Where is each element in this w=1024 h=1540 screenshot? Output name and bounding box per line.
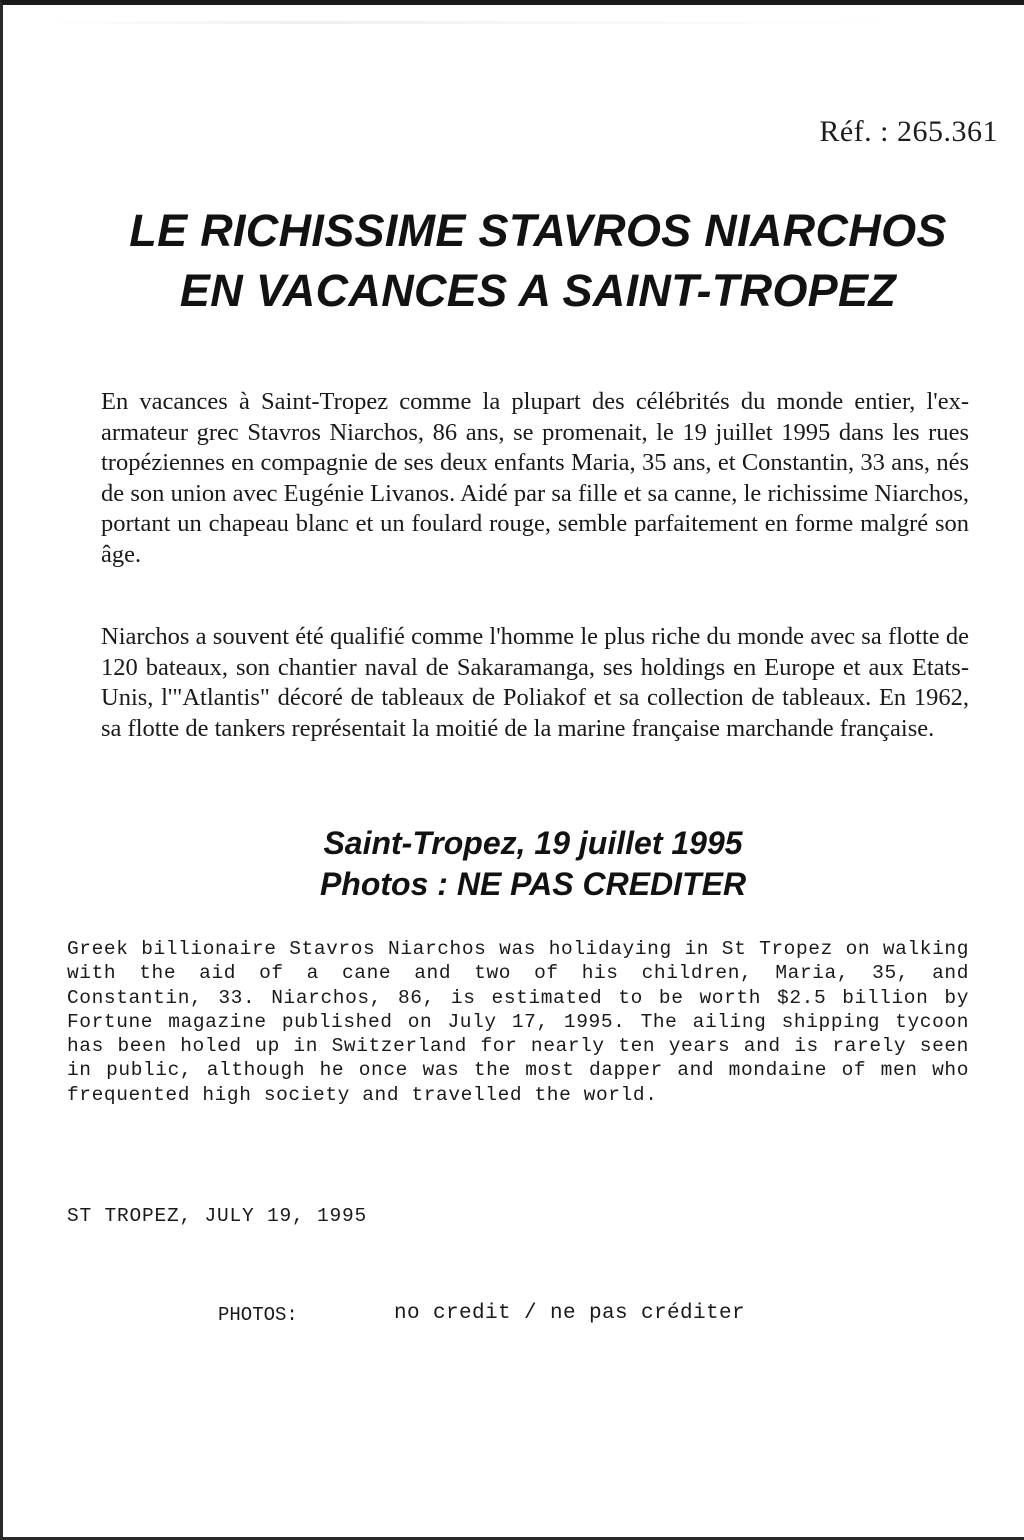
dateline-place-date: Saint-Tropez, 19 juillet 1995 xyxy=(323,825,743,861)
french-paragraph-2: Niarchos a souvent été qualifié comme l'homme le plus riche du monde avec sa flotte de 120 bateaux, son chantier naval de Sakaramanga, ses holdings en Europe et aux Etats-Unis, l'"Atlantis" décoré de tableaux de Poliakof et sa collection de tableaux. En 1962, sa flotte de tankers représentait la moitié de la marine française marchande française. xyxy=(101,623,969,742)
scan-smudge xyxy=(43,21,903,24)
headline xyxy=(63,201,1013,321)
french-paragraph-1: En vacances à Saint-Tropez comme la plupart des célébrités du monde entier, l'ex-armateur grec Stavros Niarchos, 86 ans, se promenait, le 19 juillet 1995 dans les rues tropéziennes en compagnie de ses deux enfants Maria, 35 ans, et Constantin, 33 ans, nés de son union avec Eugénie Livanos. Aidé par sa fille et sa canne, le richissime Niarchos, portant un chapeau blanc et un foulard rouge, semble parfaitement en forme malgré son âge. xyxy=(101,388,969,568)
photos-label: PHOTOS: xyxy=(218,1304,298,1326)
english-caption: Greek billionaire Stavros Niarchos was holidaying in St Tropez on walking with the aid of a cane and two of his children, Maria, 35, and Constantin, 33. Niarchos, 86, is estimated to be worth $2.5 billion by Fortune magazine published on July 17, 1995. The ailing shipping tycoon has been holed up in Switzerland for nearly ten years and is rarely seen in public, although he once was the most dapper and mondaine of men who frequented high society and travelled the world. xyxy=(67,938,969,1106)
headline-line-1: LE RICHISSIME STAVROS NIARCHOS xyxy=(129,205,947,256)
headline-line-2: EN VACANCES A SAINT-TROPEZ xyxy=(179,265,897,316)
english-dateline: ST TROPEZ, JULY 19, 1995 xyxy=(67,1205,368,1227)
photos-credit: no credit / ne pas créditer xyxy=(394,1302,746,1325)
reference-number: Réf. : 265.361 xyxy=(819,115,998,148)
dateline-photo-note: Photos : NE PAS CREDITER xyxy=(319,866,747,902)
french-dateline xyxy=(203,823,863,905)
